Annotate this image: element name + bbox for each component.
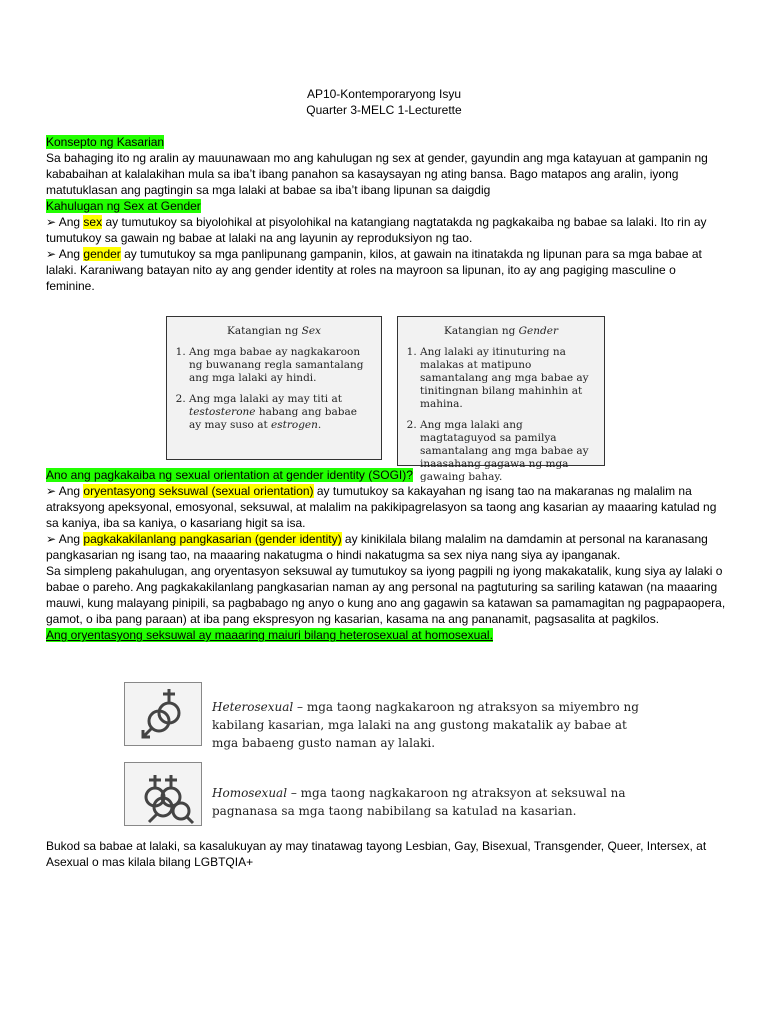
term-heterosexual: Heterosexual xyxy=(212,700,294,714)
term-sex: sex xyxy=(83,215,103,229)
header-title: AP10-Kontemporaryong Isyu xyxy=(306,87,462,101)
sogi-paragraph: Sa simpleng pakahulugan, ang oryentasyon seksuwal ay tumutukoy sa iyong pagpili ng iyong makakatalik, kung siya ay lalaki o babae o pareho. Ang pagkakakilanlang pangkasarian naman ay ang personal na pagtuturing sa sariling katawan (na maaaring mauwi, kung malayang pinipili, sa pagbabago ng anyo o kung ano ang gagawin sa katawan sa pamamagitan ng pagpapaopera, gamot, o iba pang paraan) at iba pang ekspresyon ng kasarian, kasama na ang pananamit, pagsasalita at pagkilos. xyxy=(46,564,726,626)
heading-sex-gender: Kahulugan ng Sex at Gender xyxy=(46,199,201,213)
document-header xyxy=(0,86,768,118)
section-concept xyxy=(46,134,726,198)
closing-paragraph: Bukod sa babae at lalaki, sa kasalukuyan ay may tinatawag tayong Lesbian, Gay, Bisexual, Transgender, Queer, Intersex, at Asexual o mas kilala bilang LGBTQIA+ xyxy=(46,839,707,869)
heading-konsepto: Konsepto ng Kasarian xyxy=(46,135,165,149)
box-sex-title: Katangian ng Sex xyxy=(227,325,321,337)
section-sogi xyxy=(46,467,726,643)
concept-paragraph: Sa bahaging ito ng aralin ay mauunawaan mo ang kahulugan ng sex at gender, gayundin ang mga katayuan at gampanin ng kababaihan at kalalakihan mula sa iba’t ibang panahon sa kasaysayan ng ating bansa. Bago matapos ang aralin, iyong matutuklasan ang pagtingin sa mga lalaki at babae sa iba’t ibang lipunan sa daigdig xyxy=(46,151,708,197)
bullet-identity: ➢ Ang pagkakakilanlang pangkasarian (gender identity) ay kinikilala bilang malalim na damdamin at personal na karanasang pangkasarian ng isang tao, na maaaring nakatugma o hindi nakatugma sa sex niya nang siya ay ipanganak. xyxy=(46,532,708,562)
homosexual-definition: Homosexual – mga taong nagkakaroon ng atraksyon at seksuwal na pagnanasa sa mga taong nabibilang sa katulad na kasarian. xyxy=(212,786,626,818)
term-gender: gender xyxy=(83,247,121,261)
box-sex-item-1: 1. Ang mga babae ay nagkakaroon ng buwanang regla samantalang ang mga lalaki ay hindi. xyxy=(189,346,371,385)
header-subtitle: Quarter 3-MELC 1-Lecturette xyxy=(306,103,462,117)
term-homosexual: Homosexual xyxy=(212,786,288,800)
bullet-sex: ➢ Ang sex ay tumutukoy sa biyolohikal at pisyolohikal na katangiang nagtatakda ng pagkakaiba ng babae sa lalaki. Ito rin ay tumutukoy sa gawain ng babae at lalaki na ang layunin ay reproduksiyon ng tao. xyxy=(46,215,707,245)
box-gender-item-1: 1. Ang lalaki ay itinuturing na malakas at matipuno samantalang ang mga babae ay tinitingnan bilang mahinhin at mahina. xyxy=(420,346,594,411)
bullet-gender: ➢ Ang gender ay tumutukoy sa mga panlipunang gampanin, kilos, at gawain na itinatakda ng lipunan para sa mga babae at lalaki. Karaniwang batayan nito ay ang gender identity at roles na mayroon sa lipunan, ito ay ang pagiging masculine o feminine. xyxy=(46,247,702,293)
bullet-orientation: ➢ Ang oryentasyong seksuwal (sexual orientation) ay tumutukoy sa kakayahan ng isang tao na makaranas ng malalim na atraksyong apeksyonal, emosyonal, seksuwal, at malalim na pakikipagrelasyon sa taong ang kasarian ay maaaring katulad ng sa kaniya, iba sa kaniya, o kasariang higit sa isa. xyxy=(46,484,717,530)
homosexual-symbol-icon xyxy=(124,762,202,826)
term-orientation: oryentasyong seksuwal (sexual orientation) xyxy=(83,484,314,498)
box-sex-item-2: 2. Ang mga lalaki ay may titi at testosterone habang ang babae ay may suso at estrogen. xyxy=(189,393,371,432)
box-gender-item-2: 2. Ang mga lalaki ang magtataguyod sa pamilya samantalang ang mga babae ay inaasahang gagawa ng mga gawaing bahay. xyxy=(420,419,594,484)
term-identity: pagkakakilanlang pangkasarian (gender identity) xyxy=(83,532,342,546)
heterosexual-symbol-icon xyxy=(124,682,202,746)
box-gender-title: Katangian ng Gender xyxy=(444,325,558,337)
heading-sogi: Ano ang pagkakaiba ng sexual orientation at gender identity (SOGI)? xyxy=(46,468,413,482)
heading-classification: Ang oryentasyong seksuwal ay maaaring maiuri bilang heterosexual at homosexual. xyxy=(46,628,493,642)
box-katangian-sex xyxy=(166,316,382,460)
box-katangian-gender xyxy=(397,316,605,483)
heterosexual-definition: Heterosexual – mga taong nagkakaroon ng atraksyon sa miyembro ng kabilang kasarian, mga lalaki na ang gustong makatalik ay babae at mga babaeng gusto naman ay lalaki. xyxy=(212,700,639,750)
section-sex-gender xyxy=(46,198,726,294)
